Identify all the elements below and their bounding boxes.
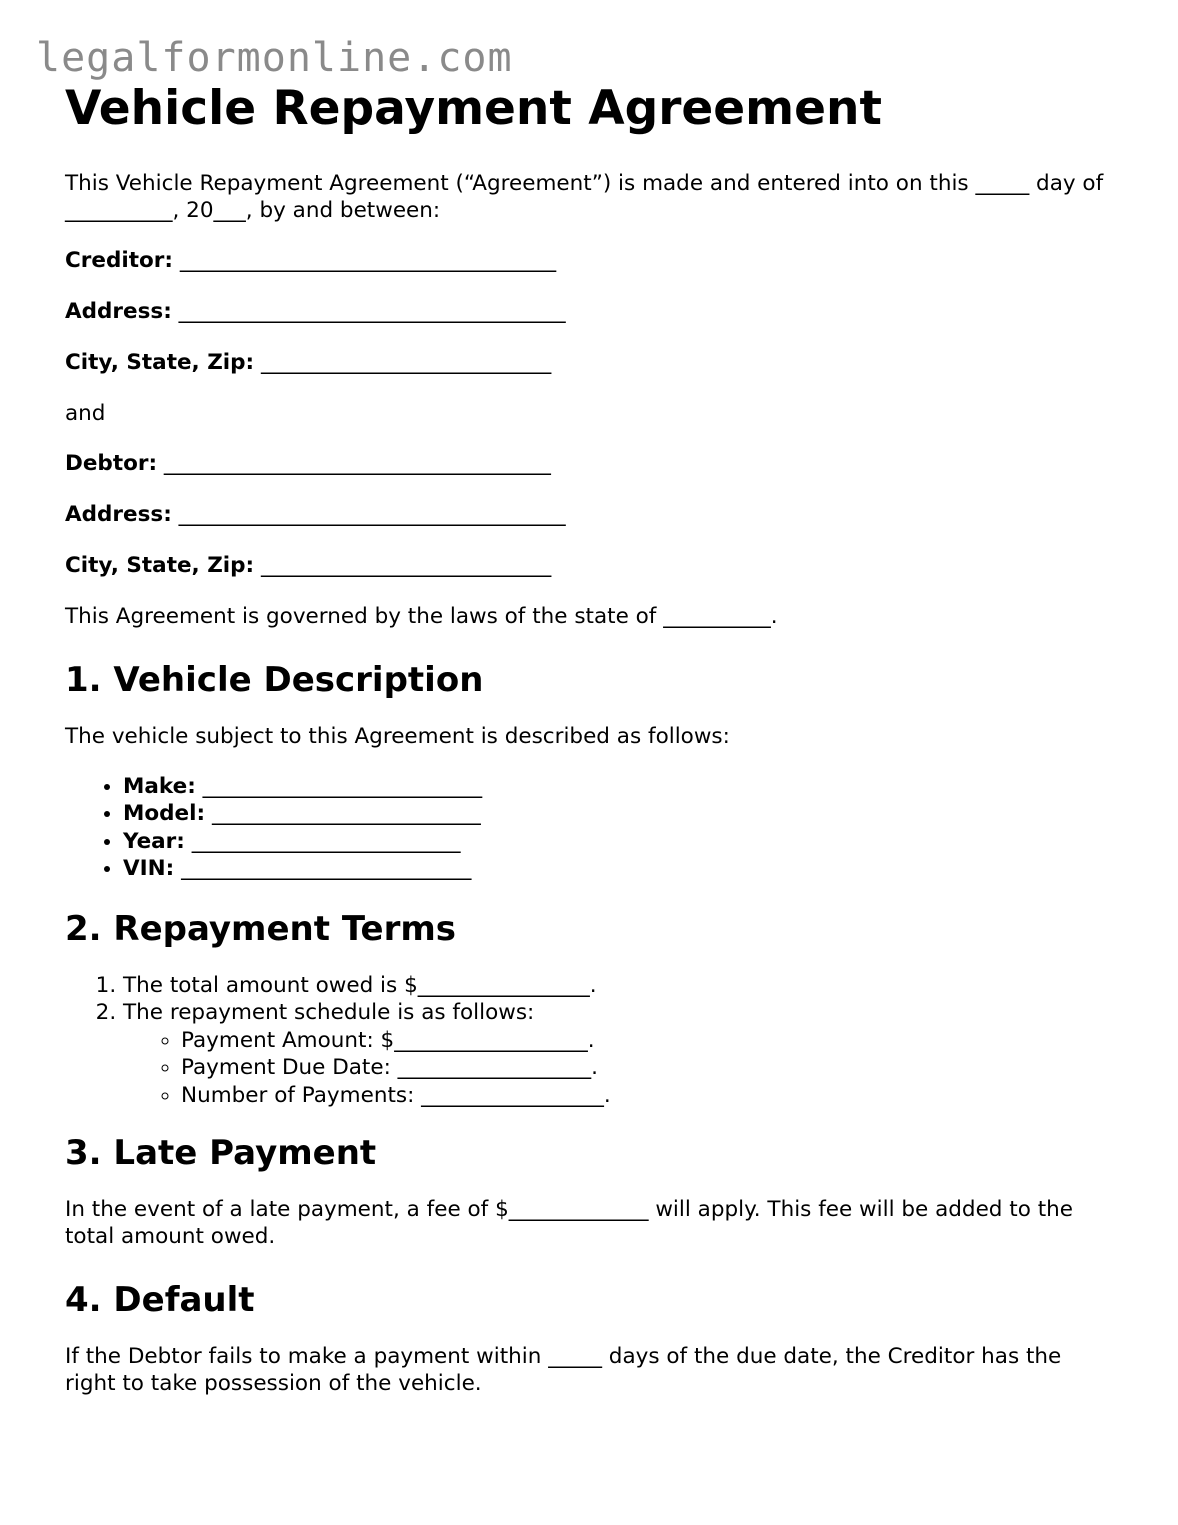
vehicle-year-blank: _________________________ (191, 828, 461, 854)
repayment-schedule-list (123, 1027, 1115, 1110)
debtor-address-field (65, 501, 1115, 528)
creditor-name-label: Creditor: (65, 248, 173, 274)
and-text: and (65, 401, 106, 427)
list-item: ◦ Payment Due Date: __________________. (181, 1054, 1115, 1082)
vehicle-make-blank: __________________________ (202, 773, 483, 799)
debtor-city-field (65, 552, 1115, 579)
repayment-schedule-text: The repayment schedule is as follows: (123, 1000, 535, 1026)
list-item (123, 773, 1115, 801)
debtor-address-label: Address: (65, 502, 172, 528)
document-title: Vehicle Repayment Agreement (65, 81, 882, 136)
creditor-city-label: City, State, Zip: (65, 350, 255, 376)
section1-heading: 1. Vehicle Description (65, 660, 484, 701)
repayment-terms-list (65, 972, 1115, 1110)
section4-heading: 4. Default (65, 1279, 255, 1320)
list-item (123, 828, 1115, 856)
vehicle-vin-blank: ___________________________ (181, 856, 472, 882)
section2-heading: 2. Repayment Terms (65, 908, 456, 949)
vehicle-vin-label: VIN: (123, 856, 175, 882)
debtor-name-blank: ____________________________________ (163, 451, 551, 477)
creditor-city-field (65, 349, 1115, 376)
creditor-name-blank: ___________________________________ (179, 248, 557, 274)
creditor-address-blank: ____________________________________ (178, 299, 566, 325)
intro-paragraph: This Vehicle Repayment Agreement (“Agreement”) is made and entered into on this _____ day of __________, 20___, by and between: (65, 171, 1104, 224)
list-item (123, 855, 1115, 883)
document-page (65, 82, 1115, 1420)
watermark: legalformonline.com (36, 35, 513, 81)
debtor-name-label: Debtor: (65, 451, 158, 477)
debtor-city-blank: ___________________________ (261, 553, 552, 579)
debtor-name-field (65, 450, 1115, 477)
vehicle-description-list (65, 773, 1115, 883)
section3-heading: 3. Late Payment (65, 1133, 377, 1174)
creditor-address-label: Address: (65, 299, 172, 325)
vehicle-year-label: Year: (123, 828, 185, 854)
section4-text: If the Debtor fails to make a payment within _____ days of the due date, the Creditor has the right to take possession of the vehicle. (65, 1343, 1062, 1396)
list-item: 1. The total amount owed is $________________. (123, 972, 1115, 1000)
list-item: ◦ Number of Payments: _________________. (181, 1082, 1115, 1110)
creditor-address-field (65, 298, 1115, 325)
list-item (123, 999, 1115, 1109)
vehicle-model-label: Model: (123, 801, 206, 827)
section3-text: In the event of a late payment, a fee of $_____________ will apply. This fee will be added to the total amount owed. (65, 1196, 1073, 1249)
debtor-address-blank: ____________________________________ (178, 502, 566, 528)
creditor-city-blank: ___________________________ (261, 350, 552, 376)
debtor-city-label: City, State, Zip: (65, 553, 255, 579)
list-item (123, 800, 1115, 828)
section1-intro: The vehicle subject to this Agreement is described as follows: (65, 723, 730, 749)
vehicle-model-blank: _________________________ (211, 801, 481, 827)
governing-law-paragraph: This Agreement is governed by the laws of the state of __________. (65, 604, 778, 630)
creditor-name-field (65, 247, 1115, 274)
vehicle-make-label: Make: (123, 773, 196, 799)
list-item: ◦ Payment Amount: $__________________. (181, 1027, 1115, 1055)
